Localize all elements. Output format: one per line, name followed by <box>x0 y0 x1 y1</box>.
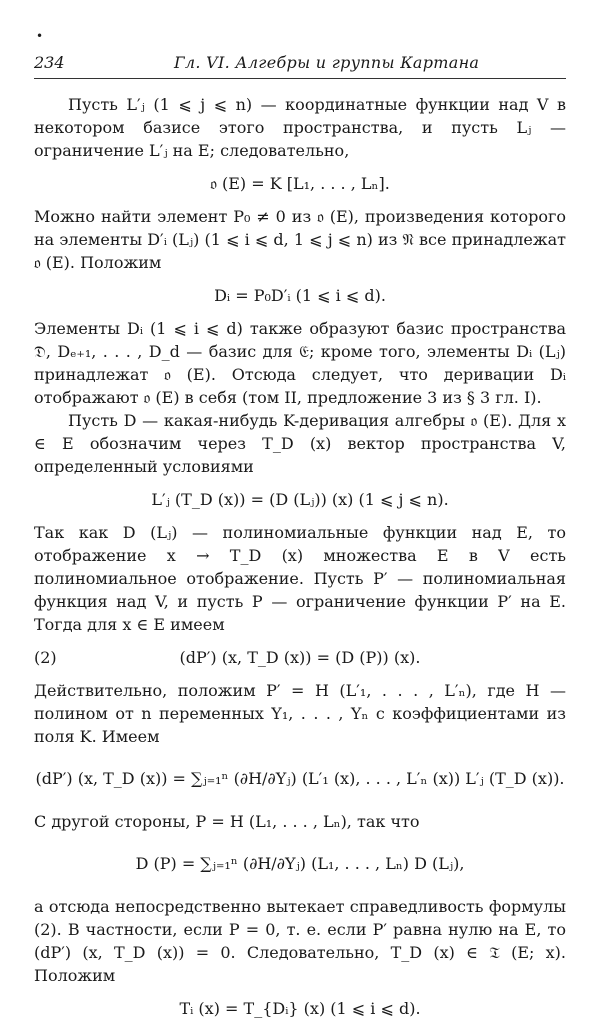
formula-label: (2) <box>34 648 57 667</box>
formula-7: Tᵢ (x) = T_{Dᵢ} (x) (1 ⩽ i ⩽ d). <box>179 999 421 1018</box>
paragraph-3: Элементы Dᵢ (1 ⩽ i ⩽ d) также образуют базис пространства 𝔇, Dₑ₊₁, . . . , D_d — базис для 𝔈; кроме того, элементы Dᵢ (Lⱼ) принадлежат 𝔬 (E). Отсюда следует, что деривации Dᵢ отображают 𝔬 (E) в себя (том II, предложение 3 из § 3 гл. I). <box>34 319 566 407</box>
formula-2-numbered <box>34 646 566 669</box>
running-header <box>34 52 566 79</box>
paragraph-4: Пусть D — какая-нибудь K-деривация алгебры 𝔬 (E). Для x ∈ E обозначим через T_D (x) вектор пространства V, определенный условиями <box>34 411 566 476</box>
paragraph-6: Действительно, положим P′ = H (L′₁, . . . , L′ₙ), где H — полином от n переменных Y₁, . . . , Yₙ с коэффициентами из поля K. Имеем <box>34 681 566 746</box>
paragraph-5: Так как D (Lⱼ) — полиномиальные функции над E, то отображение x → T_D (x) множества E в V есть полиномиальное отображение. Пусть P′ — полиномиальная функция над V, и пусть P — ограничение функции P′ на E. Тогда для x ∈ E имеем <box>34 523 567 634</box>
margin-dot: • <box>36 29 44 43</box>
page-number: 234 <box>34 53 65 72</box>
paragraph-8: а отсюда непосредственно вытекает справедливость формулы (2). В частности, если P = 0, т. е. если P′ равна нулю на E, то (dP′) (x, T_D (x)) = 0. Следовательно, T_D (x) ∈ 𝔗 (E; x). Положим <box>34 897 566 985</box>
formula-3: L′ⱼ (T_D (x)) = (D (Lⱼ)) (x) (1 ⩽ j ⩽ n). <box>151 490 449 509</box>
page-body <box>34 93 566 1020</box>
formula-2: Dᵢ = P₀D′ᵢ (1 ⩽ i ⩽ d). <box>214 286 386 305</box>
formula-4: (dP′) (x, T_D (x)) = (D (P)) (x). <box>179 648 421 667</box>
formula-6: D (P) = ∑ⱼ₌₁ⁿ (∂H/∂Yⱼ) (L₁, . . . , Lₙ) D (Lⱼ), <box>135 854 465 873</box>
formula-5: (dP′) (x, T_D (x)) = ∑ⱼ₌₁ⁿ (∂H/∂Yⱼ) (L′₁ (x), . . . , L′ₙ (x)) L′ⱼ (T_D (x)). <box>35 769 565 788</box>
paragraph-2: Можно найти элемент P₀ ≠ 0 из 𝔬 (E), произведения которого на элементы D′ᵢ (Lⱼ) (1 ⩽ i ⩽ d, 1 ⩽ j ⩽ n) из 𝔑 все принадлежат 𝔬 (E). Положим <box>34 207 566 272</box>
formula-1: 𝔬 (E) = K [L₁, . . . , Lₙ]. <box>210 174 390 193</box>
paragraph-7: С другой стороны, P = H (L₁, . . . , Lₙ), так что <box>34 812 420 831</box>
paragraph-1: Пусть L′ⱼ (1 ⩽ j ⩽ n) — координатные функции над V в некотором базисе этого пространства, и пусть Lⱼ — ограничение L′ⱼ на E; следовательно, <box>34 95 566 160</box>
running-title: Гл. VI. Алгебры и группы Картана <box>174 53 480 72</box>
